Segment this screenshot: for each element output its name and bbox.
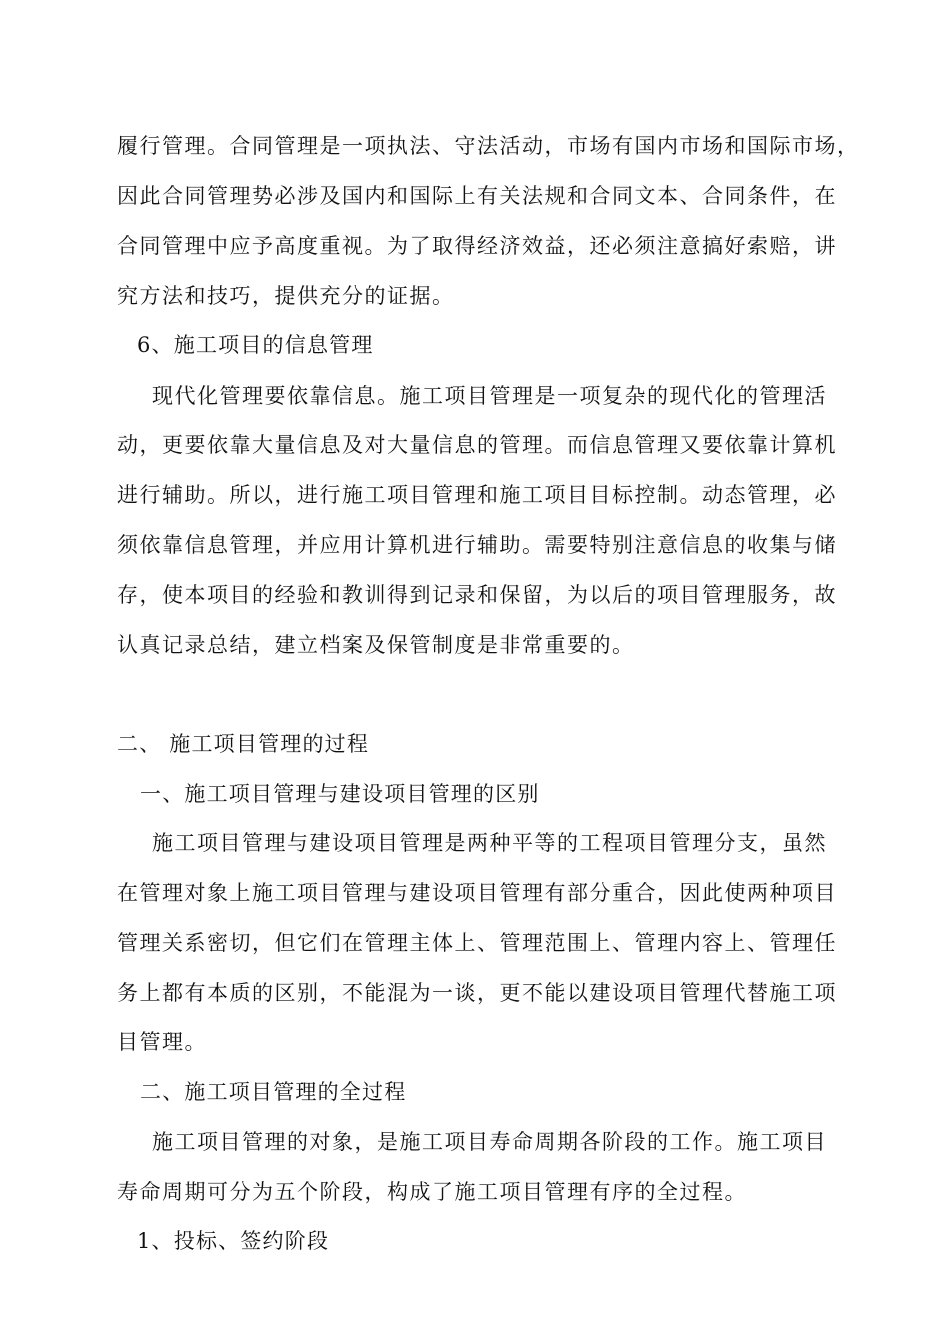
text-line: 认真记录总结，建立档案及保管制度是非常重要的。 (117, 633, 635, 657)
text-line: 施工项目管理的对象，是施工项目寿命周期各阶段的工作。施工项目 (152, 1130, 827, 1154)
text-line: 须依靠信息管理，并应用计算机进行辅助。需要特别注意信息的收集与储 (117, 533, 837, 557)
section-two-title: 二、 施工项目管理的过程 (117, 732, 370, 756)
text-line: 在管理对象上施工项目管理与建设项目管理有部分重合，因此使两种项目 (117, 881, 837, 905)
text-line: 目管理。 (117, 1030, 207, 1054)
text-line: 究方法和技巧，提供充分的证据。 (117, 284, 455, 308)
text-line: 因此合同管理势必涉及国内和国际上有关法规和合同文本、合同条件，在 (117, 184, 837, 208)
text-line: 动，更要依靠大量信息及对大量信息的管理。而信息管理又要依靠计算机 (117, 433, 837, 457)
text-line: 务上都有本质的区别，不能混为一谈，更不能以建设项目管理代替施工项 (117, 981, 837, 1005)
subsection-difference-title: 一、施工项目管理与建设项目管理的区别 (140, 782, 540, 806)
subsection-full-process-title: 二、施工项目管理的全过程 (140, 1080, 407, 1104)
text-line: 进行辅助。所以，进行施工项目管理和施工项目目标控制。动态管理，必 (117, 483, 837, 507)
text-line: 存，使本项目的经验和教训得到记录和保留，为以后的项目管理服务，故 (117, 583, 837, 607)
text-line: 现代化管理要依靠信息。施工项目管理是一项复杂的现代化的管理活 (152, 384, 827, 408)
text-line: 履行管理。合同管理是一项执法、守法活动，市场有国内市场和国际市场， (117, 134, 860, 158)
text-line: 寿命周期可分为五个阶段，构成了施工项目管理有序的全过程。 (117, 1180, 747, 1204)
text-line: 管理关系密切，但它们在管理主体上、管理范围上、管理内容上、管理任 (117, 931, 837, 955)
heading-info-management: 6、施工项目的信息管理 (137, 333, 374, 357)
heading-bidding-stage: 1、投标、签约阶段 (137, 1229, 330, 1253)
text-line: 施工项目管理与建设项目管理是两种平等的工程项目管理分支，虽然 (152, 831, 827, 855)
text-line: 合同管理中应予高度重视。为了取得经济效益，还必须注意搞好索赔，讲 (117, 234, 837, 258)
